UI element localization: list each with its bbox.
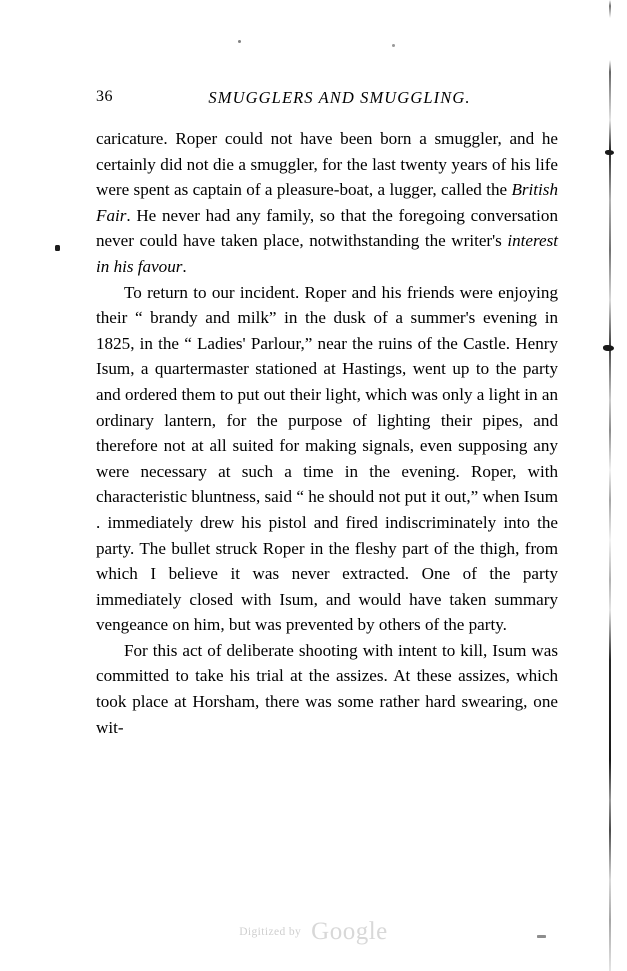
- scan-edge-blob: [603, 345, 614, 351]
- scan-binding-edge-artifact: [609, 0, 611, 971]
- watermark-google-brand: Google: [311, 918, 388, 945]
- page-body-text: [96, 126, 558, 740]
- text-run: To return to our incident. Roper and his friends were enjoying their “ brandy and milk” in the dusk of a summer's evening in 1825, in the “ Ladies' Parlour,” near the ruins of the Castle. Henry Isum, a quartermaster stationed at Hastings, went up to the party and ordered them to put out their light, which was only a light in an ordinary lantern, for the purpose of lighting their pipes, and therefore not at all suited for making signals, even supposing any were necessary at such a time in the evening. Roper, with characteristic bluntness, said “ he should not put it out,” when Isum . immediately drew his pistol and fired indiscriminately into the party. The bullet struck Roper in the fleshy part of the thigh, from which I believe it was never extracted. One of the party immediately closed with Isum, and would have taken summary vengeance on him, but was prevented by others of the party.: [96, 282, 558, 635]
- ink-speck-left-margin: [55, 245, 60, 251]
- watermark-digitized-label: Digitized by: [239, 926, 302, 938]
- text-run: caricature. Roper could not have been born a smuggler, and he certainly did not die a smuggler, for the last twenty years of his life were spent as captain of a pleasure-boat, a lugger, called the: [96, 129, 558, 200]
- para-to-return: [96, 280, 558, 638]
- italic-text-run: British Fair: [96, 180, 558, 225]
- text-run: .: [182, 256, 187, 276]
- para-caricature: [96, 126, 558, 280]
- para-for-this-act: [96, 638, 558, 740]
- ink-speck: [392, 44, 395, 47]
- text-run: For this act of deliberate shooting with intent to kill, Isum was committed to take his trial at the assizes. At these assizes, which took place at Horsham, there was some rather hard swearing, one wit-: [96, 640, 558, 737]
- ink-speck: [238, 40, 241, 43]
- page-number: 36: [96, 88, 113, 105]
- running-head-title: SMUGGLERS AND SMUGGLING.: [208, 88, 471, 107]
- italic-text-run: interest in his favour: [96, 231, 558, 276]
- running-head: [96, 88, 557, 112]
- scan-edge-blob: [605, 150, 614, 155]
- text-run: . He never had any family, so that the foregoing conversation never could have taken place, notwithstanding the writer's: [96, 205, 558, 251]
- google-digitized-watermark: [0, 918, 627, 946]
